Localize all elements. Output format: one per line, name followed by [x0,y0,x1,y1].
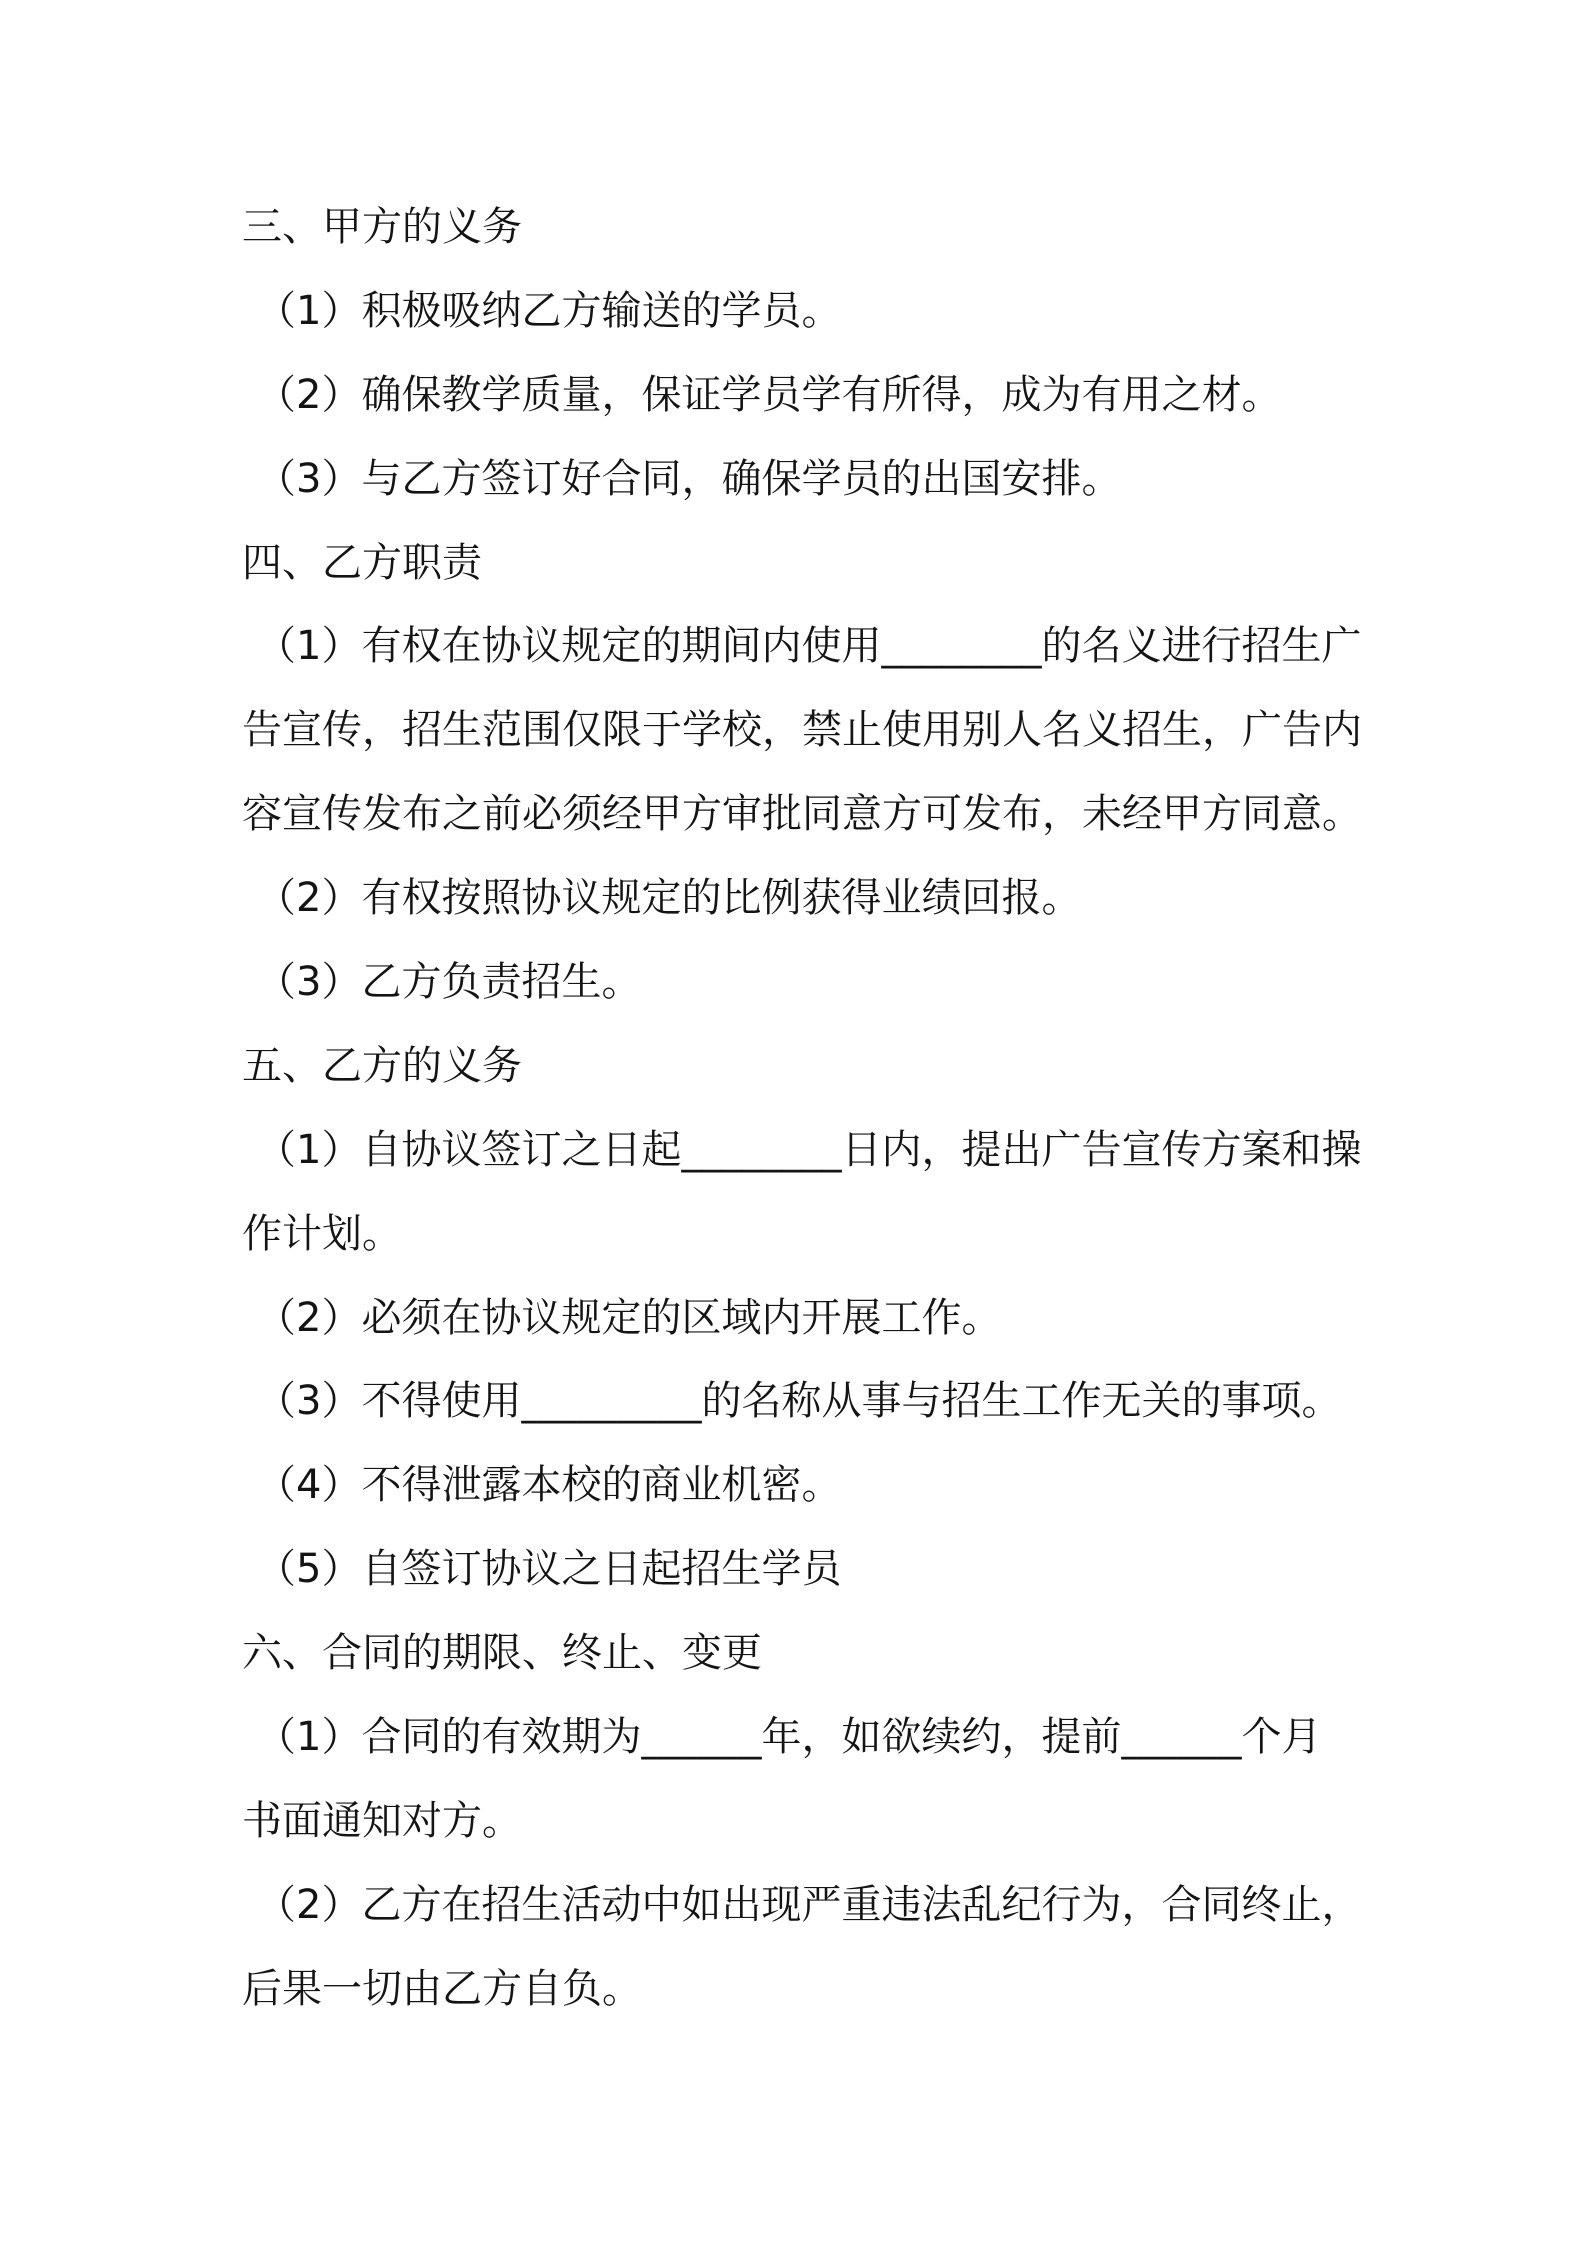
paragraph-line: （3）乙方负责招生。 [256,959,642,1006]
document-page [242,186,1382,2032]
section-heading: 五、乙方的义务 [242,1042,522,1089]
paragraph-line: 告宣传，招生范围仅限于学校，禁止使用别人名义招生，广告内 [242,707,1362,754]
paragraph-line: （3）与乙方签订好合同，确保学员的出国安排。 [256,455,1122,502]
section-heading: 六、合同的期限、终止、变更 [242,1630,762,1677]
paragraph-line: （1）合同的有效期为______年，如欲续约，提前______个月 [256,1714,1322,1761]
paragraph-line: 容宣传发布之前必须经甲方审批同意方可发布，未经甲方同意。 [242,791,1362,838]
paragraph-line: （1）有权在协议规定的期间内使用________的名义进行招生广 [256,623,1362,670]
paragraph-line: （2）乙方在招生活动中如出现严重违法乱纪行为，合同终止， [256,1881,1362,1928]
section-heading: 三、甲方的义务 [242,204,522,250]
paragraph-line: （2）必须在协议规定的区域内开展工作。 [256,1294,1002,1341]
section-heading: 四、乙方职责 [242,539,482,586]
paragraph-line: （4）不得泄露本校的商业机密。 [256,1462,842,1509]
paragraph-line: （2）确保教学质量，保证学员学有所得，成为有用之材。 [256,371,1282,418]
paragraph-line: 后果一切由乙方自负。 [242,1965,642,2012]
paragraph-line: （5）自签订协议之日起招生学员 [256,1546,842,1593]
paragraph-line: 作计划。 [242,1210,402,1257]
paragraph-line: （3）不得使用_________的名称从事与招生工作无关的事项。 [256,1378,1342,1425]
paragraph-line: （1）积极吸纳乙方输送的学员。 [256,287,842,334]
paragraph-line: 书面通知对方。 [242,1797,522,1844]
paragraph-line: （2）有权按照协议规定的比例获得业绩回报。 [256,875,1082,922]
paragraph-line: （1）自协议签订之日起________日内，提出广告宣传方案和操 [256,1126,1362,1173]
